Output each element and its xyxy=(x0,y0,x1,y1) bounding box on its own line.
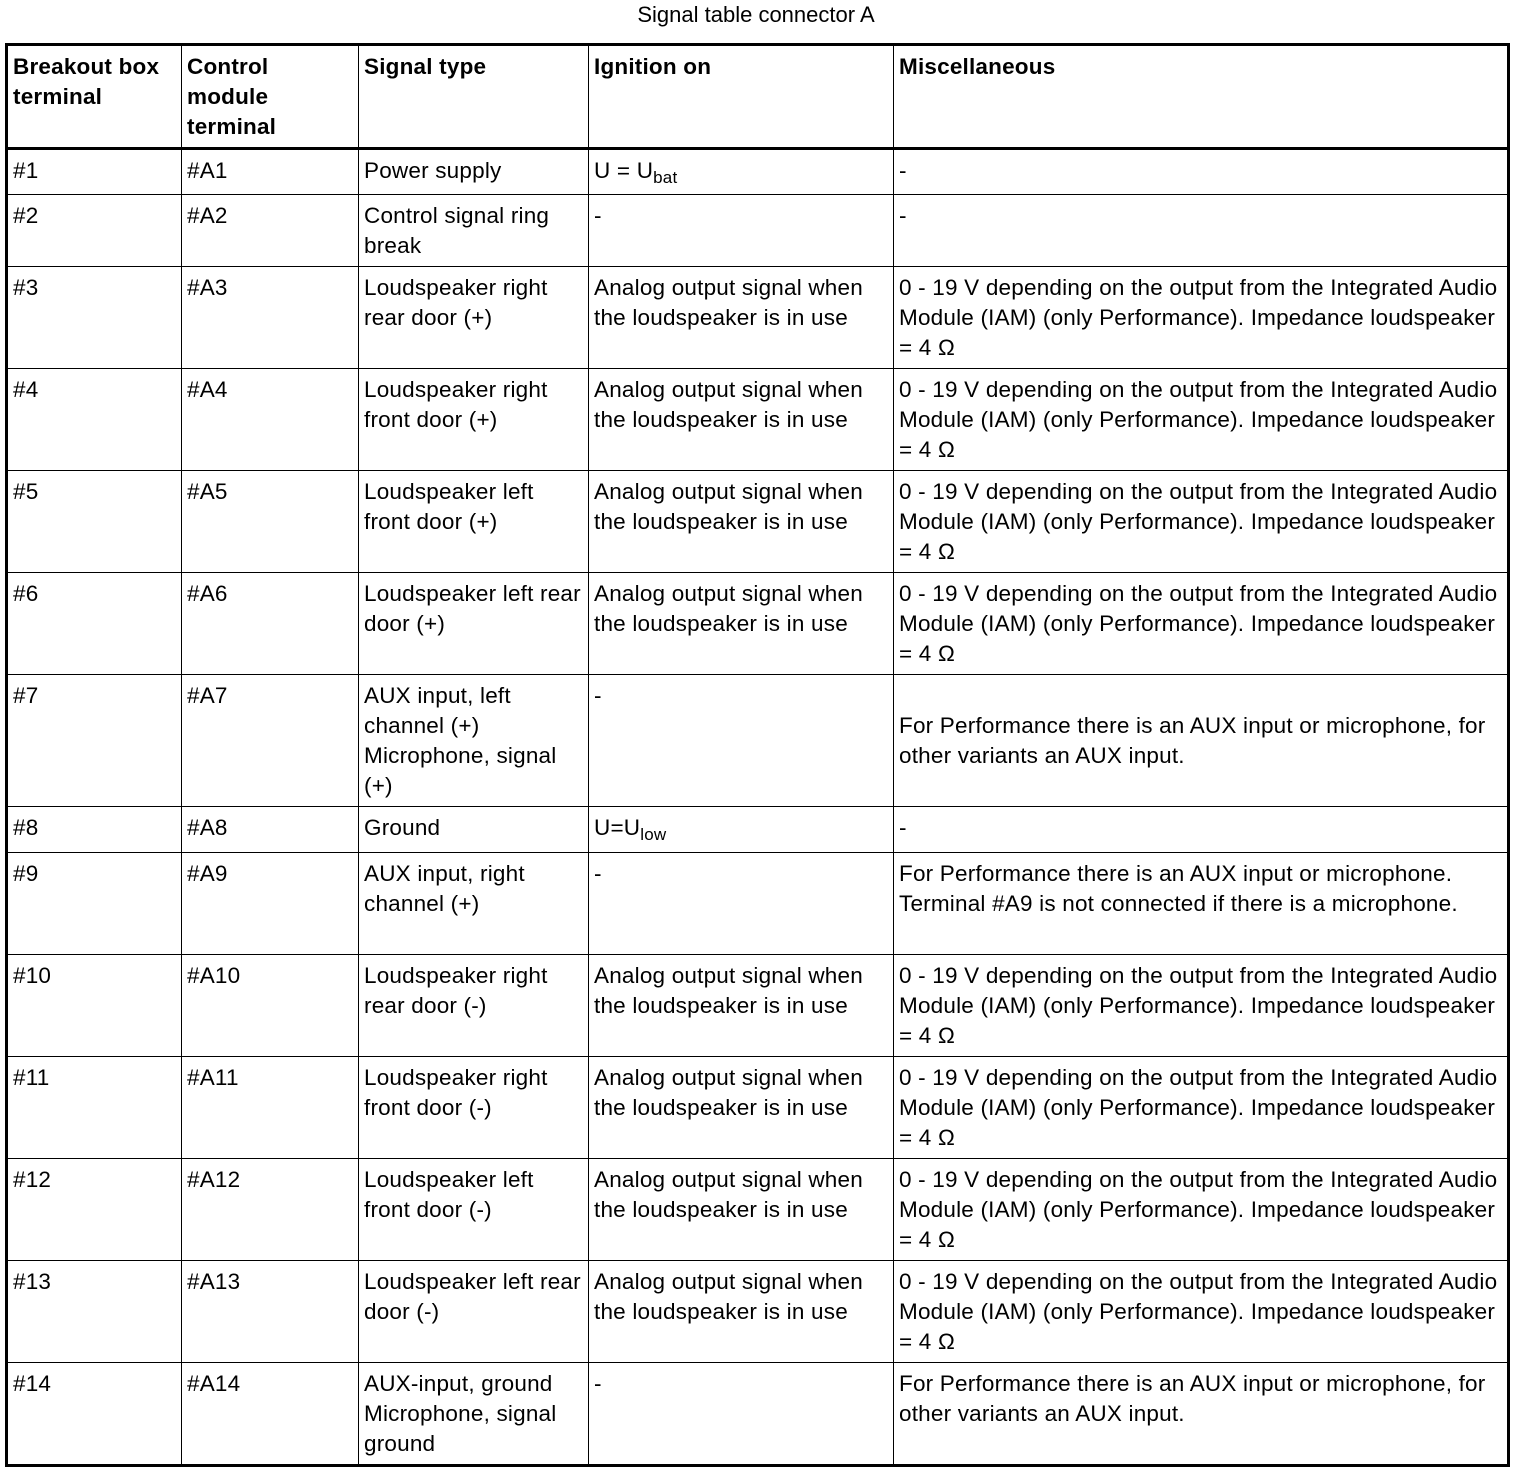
control-cell: #A2 xyxy=(182,195,359,267)
ignition-cell: Analog output signal when the loudspeaker is in use xyxy=(589,573,894,675)
breakout-cell: #3 xyxy=(7,267,182,369)
ignition-cell: - xyxy=(589,675,894,807)
ignition-cell: Analog output signal when the loudspeaker is in use xyxy=(589,369,894,471)
table-row xyxy=(7,1057,1509,1159)
table-row xyxy=(7,955,1509,1057)
table-row xyxy=(7,807,1509,853)
breakout-cell: #10 xyxy=(7,955,182,1057)
control-cell: #A3 xyxy=(182,267,359,369)
breakout-cell: #6 xyxy=(7,573,182,675)
header-ignition-on: Ignition on xyxy=(589,45,894,149)
signal-cell: Loudspeaker right rear door (+) xyxy=(359,267,589,369)
breakout-cell: #12 xyxy=(7,1159,182,1261)
breakout-cell: #1 xyxy=(7,149,182,195)
signal-cell: Ground xyxy=(359,807,589,853)
table-row xyxy=(7,675,1509,807)
misc-cell: - xyxy=(894,149,1509,195)
signal-cell: Loudspeaker left front door (+) xyxy=(359,471,589,573)
breakout-cell: #4 xyxy=(7,369,182,471)
misc-cell: 0 - 19 V depending on the output from the Integrated Audio Module (IAM) (only Performance). Impedance loudspeaker = 4 Ω xyxy=(894,573,1509,675)
misc-cell: For Performance there is an AUX input or microphone. Terminal #A9 is not connected if there is a microphone. xyxy=(894,853,1509,955)
signal-cell: AUX-input, ground Microphone, signal ground xyxy=(359,1363,589,1466)
misc-cell: 0 - 19 V depending on the output from the Integrated Audio Module (IAM) (only Performance). Impedance loudspeaker = 4 Ω xyxy=(894,1261,1509,1363)
signal-cell: Loudspeaker right front door (-) xyxy=(359,1057,589,1159)
signal-table xyxy=(5,43,1510,1467)
misc-cell: 0 - 19 V depending on the output from the Integrated Audio Module (IAM) (only Performance). Impedance loudspeaker = 4 Ω xyxy=(894,955,1509,1057)
breakout-cell: #2 xyxy=(7,195,182,267)
ignition-cell: - xyxy=(589,853,894,955)
table-row xyxy=(7,369,1509,471)
signal-cell: Loudspeaker left front door (-) xyxy=(359,1159,589,1261)
ignition-cell: - xyxy=(589,195,894,267)
signal-cell: Control signal ring break xyxy=(359,195,589,267)
control-cell: #A6 xyxy=(182,573,359,675)
signal-cell: Power supply xyxy=(359,149,589,195)
misc-cell: 0 - 19 V depending on the output from the Integrated Audio Module (IAM) (only Performance). Impedance loudspeaker = 4 Ω xyxy=(894,369,1509,471)
signal-cell: Loudspeaker left rear door (+) xyxy=(359,573,589,675)
table-row xyxy=(7,1261,1509,1363)
breakout-cell: #13 xyxy=(7,1261,182,1363)
misc-cell: - xyxy=(894,807,1509,853)
ignition-cell: Analog output signal when the loudspeaker is in use xyxy=(589,1159,894,1261)
table-row xyxy=(7,1363,1509,1466)
table-row xyxy=(7,195,1509,267)
signal-cell: AUX input, left channel (+) Microphone, signal (+) xyxy=(359,675,589,807)
ignition-cell xyxy=(589,149,894,195)
ignition-main: U = U xyxy=(594,158,654,183)
breakout-cell: #7 xyxy=(7,675,182,807)
signal-cell: Loudspeaker right rear door (-) xyxy=(359,955,589,1057)
table-row xyxy=(7,573,1509,675)
header-control-module-terminal: Control module terminal xyxy=(182,45,359,149)
ignition-subscript: bat xyxy=(653,168,678,187)
breakout-cell: #11 xyxy=(7,1057,182,1159)
control-cell: #A5 xyxy=(182,471,359,573)
ignition-cell: Analog output signal when the loudspeaker is in use xyxy=(589,267,894,369)
table-header-row xyxy=(7,45,1509,149)
control-cell: #A7 xyxy=(182,675,359,807)
control-cell: #A8 xyxy=(182,807,359,853)
ignition-cell xyxy=(589,807,894,853)
table-row xyxy=(7,853,1509,955)
signal-cell: Loudspeaker left rear door (-) xyxy=(359,1261,589,1363)
signal-cell: AUX input, right channel (+) xyxy=(359,853,589,955)
signal-cell: Loudspeaker right front door (+) xyxy=(359,369,589,471)
breakout-cell: #14 xyxy=(7,1363,182,1466)
misc-cell: - xyxy=(894,195,1509,267)
header-signal-type: Signal type xyxy=(359,45,589,149)
table-row xyxy=(7,149,1509,195)
ignition-cell: - xyxy=(589,1363,894,1466)
misc-cell: 0 - 19 V depending on the output from the Integrated Audio Module (IAM) (only Performance). Impedance loudspeaker = 4 Ω xyxy=(894,267,1509,369)
breakout-cell: #5 xyxy=(7,471,182,573)
table-row xyxy=(7,267,1509,369)
control-cell: #A1 xyxy=(182,149,359,195)
breakout-cell: #8 xyxy=(7,807,182,853)
header-miscellaneous: Miscellaneous xyxy=(894,45,1509,149)
table-row xyxy=(7,1159,1509,1261)
breakout-cell: #9 xyxy=(7,853,182,955)
ignition-main: U=U xyxy=(594,815,641,840)
misc-cell: 0 - 19 V depending on the output from the Integrated Audio Module (IAM) (only Performance). Impedance loudspeaker = 4 Ω xyxy=(894,1159,1509,1261)
misc-cell: For Performance there is an AUX input or microphone, for other variants an AUX input. xyxy=(894,1363,1509,1466)
control-cell: #A10 xyxy=(182,955,359,1057)
ignition-subscript: low xyxy=(640,825,667,844)
ignition-cell: Analog output signal when the loudspeaker is in use xyxy=(589,471,894,573)
misc-cell: 0 - 19 V depending on the output from the Integrated Audio Module (IAM) (only Performance). Impedance loudspeaker = 4 Ω xyxy=(894,1057,1509,1159)
table-row xyxy=(7,471,1509,573)
control-cell: #A9 xyxy=(182,853,359,955)
ignition-cell: Analog output signal when the loudspeaker is in use xyxy=(589,955,894,1057)
ignition-cell: Analog output signal when the loudspeaker is in use xyxy=(589,1261,894,1363)
misc-cell: 0 - 19 V depending on the output from the Integrated Audio Module (IAM) (only Performance). Impedance loudspeaker = 4 Ω xyxy=(894,471,1509,573)
ignition-cell: Analog output signal when the loudspeaker is in use xyxy=(589,1057,894,1159)
control-cell: #A11 xyxy=(182,1057,359,1159)
control-cell: #A13 xyxy=(182,1261,359,1363)
control-cell: #A12 xyxy=(182,1159,359,1261)
page-title: Signal table connector A xyxy=(637,2,875,27)
misc-text: For Performance there is an AUX input or microphone, for other variants an AUX input. xyxy=(899,713,1486,768)
control-cell: #A4 xyxy=(182,369,359,471)
misc-cell xyxy=(894,675,1509,807)
control-cell: #A14 xyxy=(182,1363,359,1466)
header-breakout-box-terminal: Breakout box terminal xyxy=(7,45,182,149)
